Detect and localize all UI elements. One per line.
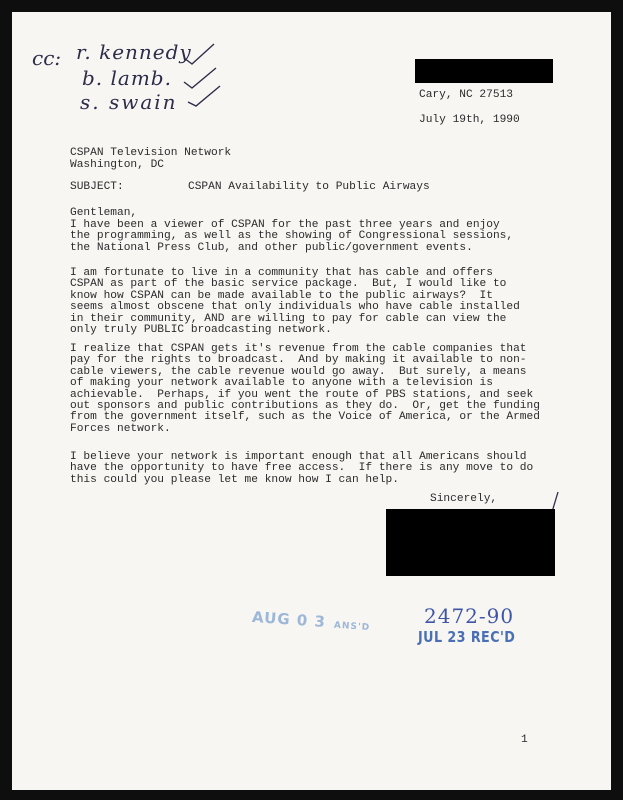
- salutation: Gentleman,: [70, 207, 138, 219]
- letter-date: July 19th, 1990: [419, 114, 520, 126]
- handwritten-cc-label: cc:: [32, 46, 62, 70]
- sender-city-line: Cary, NC 27513: [419, 89, 513, 101]
- handwritten-recipient: s. swain: [80, 90, 178, 114]
- body-paragraph: I believe your network is important enough that all Americans should have the opportunity to have free access. If there is any move to do this could you please let me know how I can help.: [70, 451, 534, 486]
- redacted-sender-name: [415, 59, 553, 83]
- handwritten-recipient: b. lamb.: [82, 66, 172, 90]
- closing: Sincerely,: [430, 493, 498, 505]
- received-stamp-aug: [252, 608, 371, 634]
- received-stamp-aug-suffix: ANS'D: [333, 620, 371, 634]
- redacted-signature: [386, 509, 555, 576]
- recipient-city: Washington, DC: [70, 159, 164, 171]
- received-stamp-aug-date: AUG 0 3: [251, 607, 327, 632]
- body-paragraph: I realize that CSPAN gets it's revenue from the cable companies that pay for the rights to broadcast. And by making it available to non- cable viewers, the cable revenue would go away. But surely, a means of making your network available to anyone with a television is achievable. Perhaps, if you went the route of PBS stations, and seek out sponsors and public contributions as they do. Or, get the funding from the government itself, such as the Voice of America, or the Armed Forces network.: [70, 343, 540, 435]
- letter-page: [12, 12, 611, 790]
- handwritten-recipient: r. kennedy: [76, 40, 192, 64]
- handwritten-checkmarks: [180, 34, 240, 114]
- body-paragraph: I have been a viewer of CSPAN for the past three years and enjoy the programming, as well as the showing of Congressional sessions, the National Press Club, and other public/government events.: [70, 219, 514, 254]
- received-stamp-jul: JUL 23 REC'D: [418, 628, 516, 646]
- page-number: 1: [521, 734, 528, 746]
- subject-text: CSPAN Availability to Public Airways: [188, 181, 430, 193]
- subject-label: SUBJECT:: [70, 181, 124, 193]
- handwritten-file-number: 2472-90: [424, 604, 515, 628]
- recipient-name: CSPAN Television Network: [70, 147, 232, 159]
- body-paragraph: I am fortunate to live in a community that has cable and offers CSPAN as part of the basic service package. But, I would like to know how CSPAN can be made available to the public airways? It seems almost obscene that only individuals who have cable installed in their community, AND are willing to pay for cable can view the only truly PUBLIC broadcasting network.: [70, 267, 520, 337]
